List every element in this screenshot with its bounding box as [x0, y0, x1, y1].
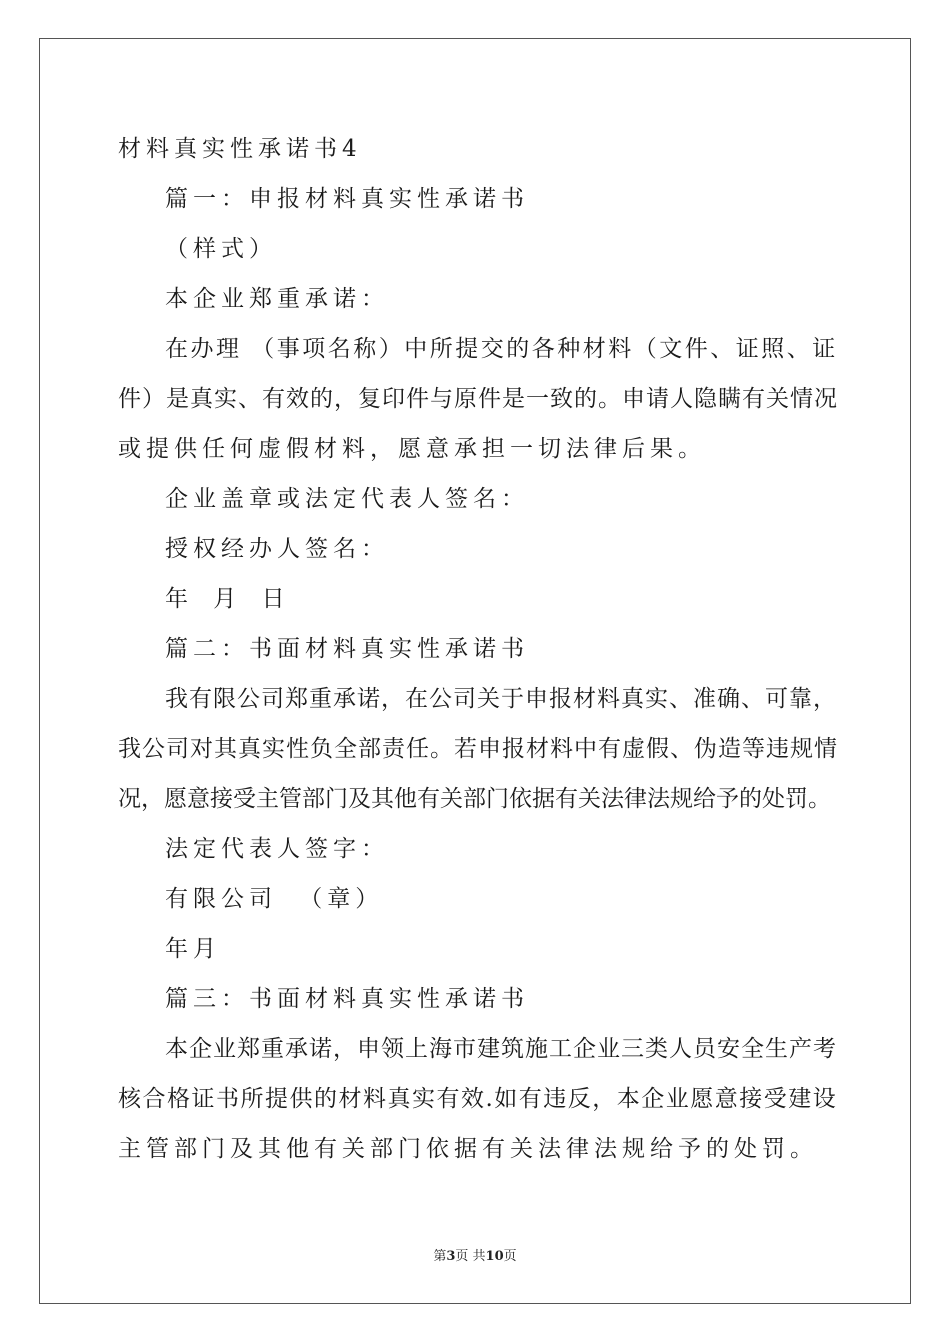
footer-page-number: 3 [446, 1249, 456, 1264]
signature-line: 企业盖章或法定代表人签名： [165, 486, 529, 512]
section-heading-3: 篇三：书面材料真实性承诺书 [165, 986, 529, 1012]
date-line: 年 月 日 [165, 586, 290, 612]
footer-suffix: 页 [503, 1249, 517, 1264]
paragraph-line: 本企业郑重承诺，申领上海市建筑施工企业三类人员安全生产考 [165, 1036, 837, 1062]
paragraph-line: 我有限公司郑重承诺，在公司关于申报材料真实、准确、可靠， [165, 686, 837, 712]
paragraph-line: 或提供任何虚假材料，愿意承担一切法律后果。 [118, 436, 706, 462]
paragraph-line: 我公司对其真实性负全部责任。若申报材料中有虚假、伪造等违规情 [118, 736, 838, 762]
page-border [39, 38, 911, 1304]
paragraph-line: 本企业郑重承诺： [165, 286, 389, 312]
signature-line: 授权经办人签名： [165, 536, 389, 562]
signature-line: 法定代表人签字： [165, 836, 389, 862]
footer-mid: 页 共 [455, 1249, 486, 1264]
section-heading-2: 篇二：书面材料真实性承诺书 [165, 636, 529, 662]
footer-prefix: 第 [433, 1249, 447, 1264]
paragraph-line: 核合格证书所提供的材料真实有效.如有违反，本企业愿意接受建设 [118, 1086, 838, 1112]
footer-total-pages: 10 [485, 1249, 504, 1264]
paragraph-line: （样式） [165, 236, 277, 262]
section-heading-1: 篇一：申报材料真实性承诺书 [165, 186, 529, 212]
paragraph-line: 件）是真实、有效的，复印件与原件是一致的。申请人隐瞒有关情况 [118, 386, 838, 412]
seal-line: 有限公司 （章） [165, 886, 384, 912]
page-footer [0, 1248, 950, 1266]
paragraph-line: 在办理 （事项名称）中所提交的各种材料（文件、证照、证 [165, 336, 838, 362]
paragraph-line: 况，愿意接受主管部门及其他有关部门依据有关法律法规给予的处罚。 [118, 786, 831, 812]
paragraph-line: 主管部门及其他有关部门依据有关法律法规给予的处罚。 [118, 1136, 818, 1162]
date-line: 年月 [165, 936, 221, 962]
document-title: 材料真实性承诺书4 [118, 136, 362, 162]
